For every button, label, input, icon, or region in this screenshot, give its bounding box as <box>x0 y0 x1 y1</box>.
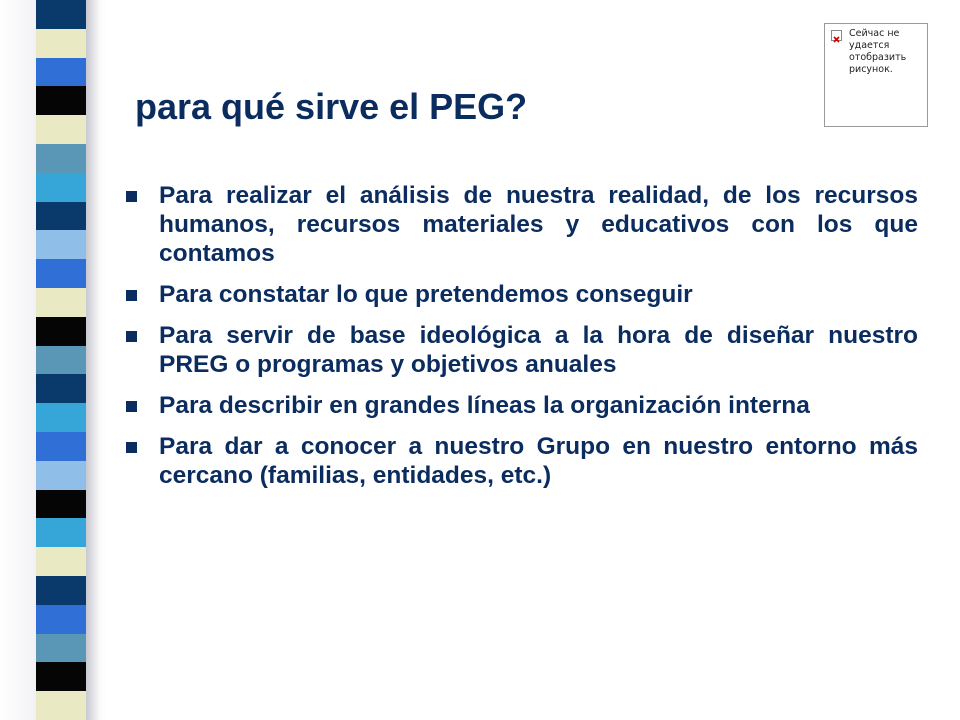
stripe-block <box>36 86 86 115</box>
bullet-text: Para constatar lo que pretendemos conseguir <box>159 281 693 308</box>
bullet-text: Para realizar el análisis de nuestra realidad, de los recursos humanos, recursos materiales y educativos con los que contamos <box>159 182 918 267</box>
stripe-block <box>36 346 86 375</box>
stripe-block <box>36 29 86 58</box>
stripe-block <box>36 461 86 490</box>
decorative-side-stripe <box>0 0 108 720</box>
bullet-item <box>126 181 918 268</box>
x-icon <box>832 35 841 44</box>
bullet-text: Para describir en grandes líneas la organización interna <box>159 392 810 419</box>
stripe-block <box>36 202 86 231</box>
square-bullet-icon <box>126 401 137 412</box>
broken-image-alt-text: Сейчас не удается отобразить рисунок. <box>849 28 907 75</box>
square-bullet-icon <box>126 442 137 453</box>
stripe-block <box>36 490 86 519</box>
stripe-shadow <box>86 0 100 720</box>
stripe-block <box>36 288 86 317</box>
broken-image-placeholder <box>824 23 928 127</box>
stripe-block <box>36 317 86 346</box>
bullet-item <box>126 432 918 490</box>
bullet-item <box>126 391 918 420</box>
stripe-block <box>36 691 86 720</box>
bullet-list <box>126 181 918 502</box>
stripe-block <box>36 634 86 663</box>
square-bullet-icon <box>126 290 137 301</box>
stripe-blocks <box>36 0 86 720</box>
stripe-block <box>36 0 86 29</box>
stripe-block <box>36 432 86 461</box>
stripe-block <box>36 259 86 288</box>
stripe-block <box>36 144 86 173</box>
broken-image-x-icon <box>831 30 842 41</box>
stripe-block <box>36 576 86 605</box>
stripe-block <box>36 518 86 547</box>
bullet-text: Para servir de base ideológica a la hora de diseñar nuestro PREG o programas y objetivos anuales <box>159 322 918 378</box>
stripe-block <box>36 173 86 202</box>
stripe-block <box>36 403 86 432</box>
bullet-text: Para dar a conocer a nuestro Grupo en nuestro entorno más cercano (familias, entidades, etc.) <box>159 433 918 489</box>
slide-title: para qué sirve el PEG? <box>135 86 528 127</box>
stripe-block <box>36 115 86 144</box>
stripe-block <box>36 374 86 403</box>
stripe-block <box>36 605 86 634</box>
stripe-block <box>36 662 86 691</box>
bullet-item <box>126 280 918 309</box>
stripe-block <box>36 58 86 87</box>
square-bullet-icon <box>126 191 137 202</box>
bullet-item <box>126 321 918 379</box>
square-bullet-icon <box>126 331 137 342</box>
stripe-block <box>36 230 86 259</box>
stripe-block <box>36 547 86 576</box>
